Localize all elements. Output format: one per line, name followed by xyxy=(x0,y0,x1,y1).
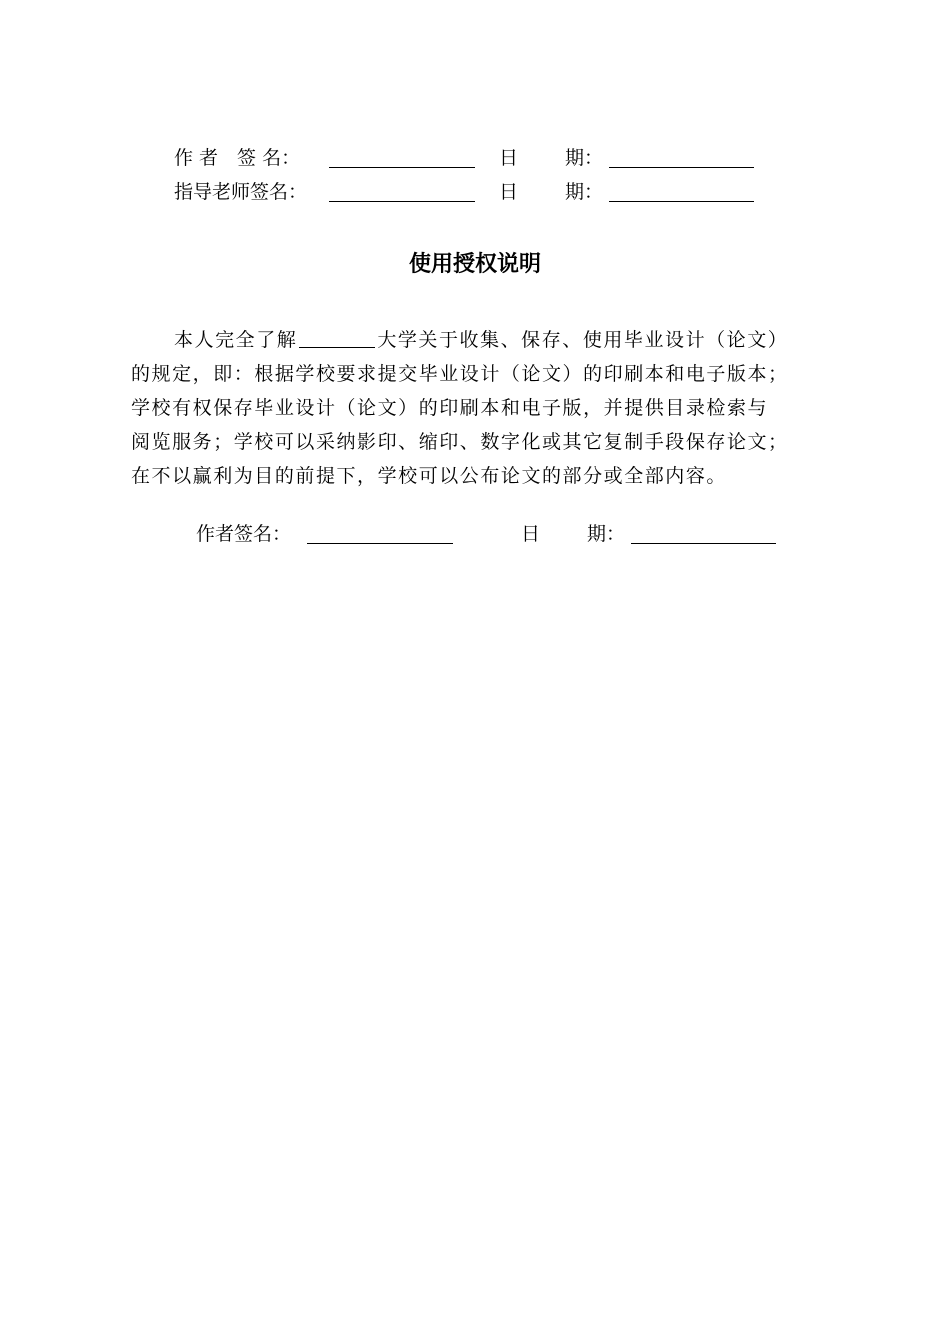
authorization-paragraph xyxy=(131,323,856,493)
advisor-date-blank[interactable] xyxy=(609,201,754,202)
bottom-signature-label: 作者签名： xyxy=(196,523,292,545)
university-name-blank[interactable] xyxy=(299,327,375,348)
advisor-date-label-day: 日 xyxy=(499,181,519,203)
author-date-label-period: 期： xyxy=(565,147,604,169)
author-date-label-day: 日 xyxy=(499,147,519,169)
advisor-signature-blank[interactable] xyxy=(329,201,475,202)
author-signature-row xyxy=(0,143,950,173)
authorization-title: 使用授权说明 xyxy=(408,252,541,277)
advisor-date-label-period: 期： xyxy=(565,181,604,203)
bottom-date-label-day: 日 xyxy=(521,523,541,545)
advisor-signature-row xyxy=(0,177,950,207)
paragraph-line-3: 学校有权保存毕业设计（论文）的印刷本和电子版，并提供目录检索与 xyxy=(131,397,769,419)
bottom-date-label-period: 期： xyxy=(587,523,626,545)
paragraph-line-5: 在不以赢利为目的前提下，学校可以公布论文的部分或全部内容。 xyxy=(131,465,727,487)
paragraph-line-1-after: 大学关于收集、保存、使用毕业设计（论文） xyxy=(377,329,789,351)
paragraph-line-2: 的规定，即：根据学校要求提交毕业设计（论文）的印刷本和电子版本； xyxy=(131,363,789,385)
author-date-blank[interactable] xyxy=(609,167,754,168)
author-signature-label: 作 者 签 名： xyxy=(174,147,301,169)
author-signature-blank[interactable] xyxy=(329,167,475,168)
bottom-signature-row xyxy=(0,519,950,549)
paragraph-line-1 xyxy=(131,323,856,357)
paragraph-line-1-before: 本人完全了解 xyxy=(174,329,298,351)
advisor-signature-label: 指导老师签名： xyxy=(174,181,308,203)
paragraph-line-4: 阅览服务；学校可以采纳影印、缩印、数字化或其它复制手段保存论文； xyxy=(131,431,789,453)
bottom-signature-blank[interactable] xyxy=(307,543,453,544)
bottom-date-blank[interactable] xyxy=(631,543,776,544)
